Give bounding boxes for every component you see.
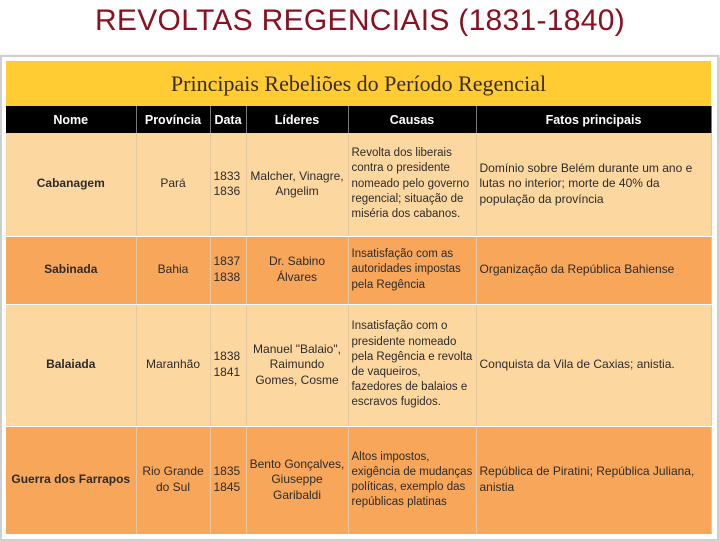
date-start: 1837 bbox=[213, 254, 241, 269]
cell-leaders: Dr. Sabino Álvares bbox=[246, 236, 348, 304]
header-date: Data bbox=[210, 106, 246, 133]
table-row bbox=[6, 426, 711, 534]
table-frame bbox=[0, 55, 719, 541]
table-row bbox=[6, 304, 711, 426]
cell-leaders: Bento Gonçalves, Giuseppe Garibaldi bbox=[246, 426, 348, 534]
header-name: Nome bbox=[6, 106, 136, 133]
header-province: Província bbox=[136, 106, 210, 133]
cell-facts: República de Piratini; República Juliana, anistia bbox=[476, 426, 711, 534]
date-end: 1841 bbox=[213, 365, 241, 379]
cell-causes: Insatisfação com as autoridades impostas pela Regência bbox=[348, 236, 476, 304]
cell-province: Rio Grande do Sul bbox=[136, 426, 210, 534]
cell-causes: Insatisfação com o presidente nomeado pela Regência e revolta de vaqueiros, fazedores de balaios e escravos fugidos. bbox=[348, 304, 476, 426]
cell-date bbox=[210, 236, 246, 304]
cell-date bbox=[210, 304, 246, 426]
table-header-row bbox=[6, 106, 711, 133]
rebellions-table-container bbox=[6, 61, 711, 537]
cell-province: Bahia bbox=[136, 236, 210, 304]
date-end: 1836 bbox=[213, 184, 241, 199]
date-start: 1833 bbox=[213, 168, 241, 183]
header-leaders: Líderes bbox=[246, 106, 348, 133]
date-end: 1838 bbox=[213, 270, 241, 284]
cell-date bbox=[210, 133, 246, 236]
cell-facts: Organização da República Bahiense bbox=[476, 236, 711, 304]
date-start: 1835 bbox=[213, 464, 241, 479]
cell-leaders: Malcher, Vinagre, Angelim bbox=[246, 133, 348, 236]
cell-leaders: Manuel "Balaio", Raimundo Gomes, Cosme bbox=[246, 304, 348, 426]
date-start: 1838 bbox=[213, 349, 241, 364]
cell-name: Sabinada bbox=[6, 236, 136, 304]
cell-name: Balaiada bbox=[6, 304, 136, 426]
cell-province: Pará bbox=[136, 133, 210, 236]
cell-causes: Altos impostos, exigência de mudanças políticas, exemplo das repúblicas platinas bbox=[348, 426, 476, 534]
table-title: Principais Rebeliões do Período Regencial bbox=[6, 61, 711, 106]
cell-facts: Domínio sobre Belém durante um ano e lutas no interior; morte de 40% da população da província bbox=[476, 133, 711, 236]
cell-facts: Conquista da Vila de Caxias; anistia. bbox=[476, 304, 711, 426]
header-facts: Fatos principais bbox=[476, 106, 711, 133]
slide-title: REVOLTAS REGENCIAIS (1831-1840) bbox=[94, 4, 626, 37]
cell-causes: Revolta dos liberais contra o presidente nomeado pelo governo regencial; situação de miséria dos cabanos. bbox=[348, 133, 476, 236]
cell-name: Cabanagem bbox=[6, 133, 136, 236]
table-row bbox=[6, 133, 711, 236]
cell-name: Guerra dos Farrapos bbox=[6, 426, 136, 534]
date-end: 1845 bbox=[213, 480, 241, 494]
cell-date bbox=[210, 426, 246, 534]
table-row bbox=[6, 236, 711, 304]
header-causes: Causas bbox=[348, 106, 476, 133]
cell-province: Maranhão bbox=[136, 304, 210, 426]
rebellions-table bbox=[6, 106, 712, 535]
